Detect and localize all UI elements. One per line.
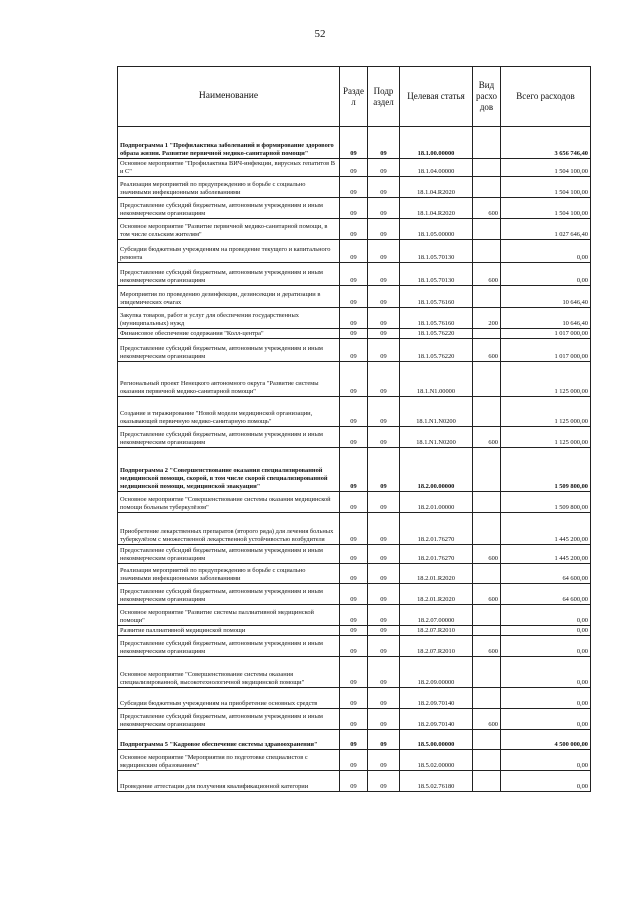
row-section-cell: 09 xyxy=(340,730,368,750)
row-target-cell: 18.5.02.00000 xyxy=(400,750,473,771)
row-amount-cell: 0,00 xyxy=(501,750,591,771)
header-name: Наименование xyxy=(118,67,340,127)
row-section-cell: 09 xyxy=(340,198,368,219)
row-amount-cell: 64 600,00 xyxy=(501,584,591,605)
row-target-cell: 18.1.05.70130 xyxy=(400,263,473,286)
table-row xyxy=(118,626,591,636)
table-row xyxy=(118,492,591,513)
row-amount-cell: 1 125 000,00 xyxy=(501,427,591,448)
row-type-cell xyxy=(473,492,501,513)
row-subsection-cell: 09 xyxy=(368,219,400,240)
row-amount-cell: 10 646,40 xyxy=(501,286,591,308)
row-name-cell: Приобретение лекарственных препаратов (второго ряда) для лечения больных туберкулёзом с множественной лекарственной устойчивостью возбудителя xyxy=(118,513,340,545)
row-name-cell: Реализация мероприятий по предупреждению и борьбе с социально значимыми инфекционными заболеваниями xyxy=(118,564,340,584)
row-amount-cell: 1 445 200,00 xyxy=(501,545,591,564)
row-target-cell: 18.2.01.76270 xyxy=(400,545,473,564)
row-subsection-cell: 09 xyxy=(368,362,400,397)
row-type-cell xyxy=(473,688,501,709)
row-type-cell xyxy=(473,657,501,688)
row-subsection-cell: 09 xyxy=(368,626,400,636)
row-name-cell: Основное мероприятие "Совершенствование системы оказания медицинской помощи больным туберкулёзом" xyxy=(118,492,340,513)
table-row xyxy=(118,709,591,730)
row-type-cell xyxy=(473,127,501,159)
row-type-cell xyxy=(473,240,501,263)
row-section-cell: 09 xyxy=(340,308,368,329)
row-type-cell xyxy=(473,159,501,177)
row-target-cell: 18.2.01.R2020 xyxy=(400,584,473,605)
row-section-cell: 09 xyxy=(340,564,368,584)
row-amount-cell: 1 504 100,00 xyxy=(501,177,591,198)
row-section-cell: 09 xyxy=(340,362,368,397)
row-type-cell xyxy=(473,362,501,397)
row-subsection-cell: 09 xyxy=(368,657,400,688)
row-target-cell: 18.2.01.76270 xyxy=(400,513,473,545)
header-total: Всего расходов xyxy=(501,67,591,127)
row-name-cell: Создание и тиражирование "Новой модели медицинской организации, оказывающей первичную медико-санитарную помощь" xyxy=(118,397,340,427)
row-type-cell: 600 xyxy=(473,263,501,286)
row-type-cell xyxy=(473,177,501,198)
row-amount-cell: 1 125 000,00 xyxy=(501,397,591,427)
row-target-cell: 18.1.N1.00000 xyxy=(400,362,473,397)
row-amount-cell: 0,00 xyxy=(501,626,591,636)
row-name-cell: Предоставление субсидий бюджетным, автономным учреждениям и иным некоммерческим организациям xyxy=(118,427,340,448)
row-target-cell: 18.5.00.00000 xyxy=(400,730,473,750)
row-name-cell: Предоставление субсидий бюджетным, автономным учреждениям и иным некоммерческим организациям xyxy=(118,545,340,564)
table-row xyxy=(118,198,591,219)
row-section-cell: 09 xyxy=(340,513,368,545)
row-amount-cell: 1 017 000,00 xyxy=(501,329,591,339)
row-section-cell: 09 xyxy=(340,219,368,240)
row-name-cell: Реализация мероприятий по предупреждению и борьбе с социально значимыми инфекционными заболеваниями xyxy=(118,177,340,198)
row-type-cell: 600 xyxy=(473,427,501,448)
row-target-cell: 18.2.01.00000 xyxy=(400,492,473,513)
table-row xyxy=(118,127,591,159)
row-type-cell xyxy=(473,750,501,771)
row-amount-cell: 0,00 xyxy=(501,240,591,263)
table-row xyxy=(118,308,591,329)
row-subsection-cell: 09 xyxy=(368,730,400,750)
row-type-cell: 200 xyxy=(473,308,501,329)
row-target-cell: 18.1.N1.N0200 xyxy=(400,397,473,427)
row-section-cell: 09 xyxy=(340,750,368,771)
row-subsection-cell: 09 xyxy=(368,771,400,792)
row-type-cell xyxy=(473,626,501,636)
table-row xyxy=(118,513,591,545)
row-type-cell xyxy=(473,605,501,626)
row-section-cell: 09 xyxy=(340,397,368,427)
row-name-cell: Предоставление субсидий бюджетным, автономным учреждениям и иным некоммерческим организациям xyxy=(118,198,340,219)
row-section-cell: 09 xyxy=(340,448,368,492)
table-header-row xyxy=(118,67,591,127)
row-amount-cell: 1 027 646,40 xyxy=(501,219,591,240)
row-subsection-cell: 09 xyxy=(368,750,400,771)
row-amount-cell: 10 646,40 xyxy=(501,308,591,329)
row-name-cell: Проведение аттестации для получения квалификационной категории xyxy=(118,771,340,792)
row-target-cell: 18.1.05.70130 xyxy=(400,240,473,263)
row-name-cell: Региональный проект Ненецкого автономного округа "Развитие системы оказания первичной медико-санитарной помощи" xyxy=(118,362,340,397)
row-section-cell: 09 xyxy=(340,177,368,198)
row-amount-cell: 0,00 xyxy=(501,688,591,709)
table-row xyxy=(118,545,591,564)
budget-table xyxy=(117,66,591,792)
row-amount-cell: 1 509 800,00 xyxy=(501,448,591,492)
row-subsection-cell: 09 xyxy=(368,240,400,263)
row-subsection-cell: 09 xyxy=(368,127,400,159)
row-type-cell xyxy=(473,329,501,339)
row-section-cell: 09 xyxy=(340,545,368,564)
page-number: 52 xyxy=(314,28,326,40)
row-type-cell: 600 xyxy=(473,339,501,362)
row-amount-cell: 1 504 100,00 xyxy=(501,198,591,219)
row-type-cell: 600 xyxy=(473,198,501,219)
row-subsection-cell: 09 xyxy=(368,688,400,709)
table-row xyxy=(118,584,591,605)
row-subsection-cell: 09 xyxy=(368,198,400,219)
header-subsection: Подр аздел xyxy=(368,67,400,127)
row-section-cell: 09 xyxy=(340,626,368,636)
table-row xyxy=(118,688,591,709)
table-row xyxy=(118,771,591,792)
row-subsection-cell: 09 xyxy=(368,397,400,427)
row-type-cell xyxy=(473,564,501,584)
table-row xyxy=(118,427,591,448)
table-row xyxy=(118,730,591,750)
table-row xyxy=(118,657,591,688)
row-target-cell: 18.1.04.00000 xyxy=(400,159,473,177)
table-row xyxy=(118,564,591,584)
row-subsection-cell: 09 xyxy=(368,448,400,492)
header-section: Разде л xyxy=(340,67,368,127)
row-target-cell: 18.2.07.R2010 xyxy=(400,636,473,657)
row-amount-cell: 1 509 800,00 xyxy=(501,492,591,513)
row-target-cell: 18.2.07.R2010 xyxy=(400,626,473,636)
row-name-cell: Основное мероприятие "Мероприятия по подготовке специалистов с медицинским образованием" xyxy=(118,750,340,771)
row-subsection-cell: 09 xyxy=(368,492,400,513)
header-type: Вид расхо дов xyxy=(473,67,501,127)
row-target-cell: 18.2.09.70140 xyxy=(400,709,473,730)
table-row xyxy=(118,750,591,771)
row-name-cell: Основное мероприятие "Совершенствование системы оказания специализированной, высокотехнологичной медицинской помощи" xyxy=(118,657,340,688)
row-type-cell: 600 xyxy=(473,545,501,564)
row-target-cell: 18.1.05.76160 xyxy=(400,308,473,329)
row-section-cell: 09 xyxy=(340,427,368,448)
row-name-cell: Закупка товаров, работ и услуг для обеспечения государственных (муниципальных) нужд xyxy=(118,308,340,329)
row-name-cell: Субсидии бюджетным учреждениям на приобретение основных средств xyxy=(118,688,340,709)
row-target-cell: 18.2.07.00000 xyxy=(400,605,473,626)
row-name-cell: Основное мероприятие "Профилактика ВИЧ-инфекции, вирусных гепатитов В и С" xyxy=(118,159,340,177)
row-target-cell: 18.1.05.76220 xyxy=(400,339,473,362)
row-amount-cell: 0,00 xyxy=(501,771,591,792)
row-target-cell: 18.1.04.R2020 xyxy=(400,177,473,198)
row-subsection-cell: 09 xyxy=(368,584,400,605)
row-target-cell: 18.1.04.R2020 xyxy=(400,198,473,219)
row-amount-cell: 0,00 xyxy=(501,657,591,688)
row-target-cell: 18.2.00.00000 xyxy=(400,448,473,492)
row-type-cell xyxy=(473,513,501,545)
row-section-cell: 09 xyxy=(340,329,368,339)
row-subsection-cell: 09 xyxy=(368,339,400,362)
table-row xyxy=(118,339,591,362)
row-amount-cell: 3 656 746,40 xyxy=(501,127,591,159)
table-row xyxy=(118,636,591,657)
table-row xyxy=(118,329,591,339)
row-amount-cell: 0,00 xyxy=(501,263,591,286)
row-target-cell: 18.5.02.76180 xyxy=(400,771,473,792)
row-type-cell xyxy=(473,219,501,240)
row-type-cell xyxy=(473,771,501,792)
row-target-cell: 18.2.09.00000 xyxy=(400,657,473,688)
row-subsection-cell: 09 xyxy=(368,286,400,308)
row-amount-cell: 1 017 000,00 xyxy=(501,339,591,362)
row-subsection-cell: 09 xyxy=(368,636,400,657)
row-name-cell: Субсидии бюджетным учреждениям на проведение текущего и капитального ремонта xyxy=(118,240,340,263)
row-name-cell: Предоставление субсидий бюджетным, автономным учреждениям и иным некоммерческим организациям xyxy=(118,584,340,605)
row-amount-cell: 0,00 xyxy=(501,605,591,626)
table-row xyxy=(118,605,591,626)
row-type-cell: 600 xyxy=(473,584,501,605)
row-section-cell: 09 xyxy=(340,709,368,730)
row-section-cell: 09 xyxy=(340,159,368,177)
row-name-cell: Развитие паллиативной медицинской помощи xyxy=(118,626,340,636)
row-target-cell: 18.1.05.76220 xyxy=(400,329,473,339)
row-type-cell xyxy=(473,397,501,427)
row-section-cell: 09 xyxy=(340,657,368,688)
row-name-cell: Предоставление субсидий бюджетным, автономным учреждениям и иным некоммерческим организациям xyxy=(118,636,340,657)
row-subsection-cell: 09 xyxy=(368,308,400,329)
row-name-cell: Финансовое обеспечение содержания "Колл-центра" xyxy=(118,329,340,339)
table-row xyxy=(118,362,591,397)
row-target-cell: 18.1.00.00000 xyxy=(400,127,473,159)
row-amount-cell: 4 500 000,00 xyxy=(501,730,591,750)
table-row xyxy=(118,286,591,308)
row-name-cell: Основное мероприятие "Развитие первичной медико-санитарной помощи, в том числе сельским жителям" xyxy=(118,219,340,240)
header-target: Целевая статья xyxy=(400,67,473,127)
row-section-cell: 09 xyxy=(340,240,368,263)
row-name-cell: Подпрограмма 2 "Совершенствование оказания специализированной медицинской помощи, скорой, в том числе скорой специализированной медицинской помощи, медицинской эвакуации" xyxy=(118,448,340,492)
row-subsection-cell: 09 xyxy=(368,159,400,177)
row-section-cell: 09 xyxy=(340,339,368,362)
row-target-cell: 18.1.05.00000 xyxy=(400,219,473,240)
row-subsection-cell: 09 xyxy=(368,605,400,626)
row-type-cell xyxy=(473,448,501,492)
row-target-cell: 18.2.09.70140 xyxy=(400,688,473,709)
row-target-cell: 18.1.05.76160 xyxy=(400,286,473,308)
row-section-cell: 09 xyxy=(340,688,368,709)
row-type-cell: 600 xyxy=(473,709,501,730)
row-name-cell: Предоставление субсидий бюджетным, автономным учреждениям и иным некоммерческим организациям xyxy=(118,339,340,362)
row-name-cell: Мероприятия по проведению дезинфекции, дезинсекции и дератизации в эпидемических очагах xyxy=(118,286,340,308)
table-row xyxy=(118,240,591,263)
row-subsection-cell: 09 xyxy=(368,564,400,584)
row-section-cell: 09 xyxy=(340,771,368,792)
row-amount-cell: 1 445 200,00 xyxy=(501,513,591,545)
row-type-cell xyxy=(473,286,501,308)
row-name-cell: Подпрограмма 5 "Кадровое обеспечение системы здравоохранения" xyxy=(118,730,340,750)
row-amount-cell: 1 125 000,00 xyxy=(501,362,591,397)
row-subsection-cell: 09 xyxy=(368,263,400,286)
row-subsection-cell: 09 xyxy=(368,545,400,564)
row-subsection-cell: 09 xyxy=(368,709,400,730)
row-type-cell: 600 xyxy=(473,636,501,657)
table-row xyxy=(118,448,591,492)
table-row xyxy=(118,263,591,286)
row-section-cell: 09 xyxy=(340,636,368,657)
row-subsection-cell: 09 xyxy=(368,329,400,339)
row-type-cell xyxy=(473,730,501,750)
row-target-cell: 18.2.01.R2020 xyxy=(400,564,473,584)
row-amount-cell: 0,00 xyxy=(501,709,591,730)
row-section-cell: 09 xyxy=(340,127,368,159)
row-target-cell: 18.1.N1.N0200 xyxy=(400,427,473,448)
row-amount-cell: 64 600,00 xyxy=(501,564,591,584)
row-section-cell: 09 xyxy=(340,286,368,308)
table-row xyxy=(118,219,591,240)
table-row xyxy=(118,159,591,177)
row-name-cell: Предоставление субсидий бюджетным, автономным учреждениям и иным некоммерческим организациям xyxy=(118,709,340,730)
table-row xyxy=(118,177,591,198)
row-section-cell: 09 xyxy=(340,584,368,605)
table-row xyxy=(118,397,591,427)
row-amount-cell: 0,00 xyxy=(501,636,591,657)
row-amount-cell: 1 504 100,00 xyxy=(501,159,591,177)
row-subsection-cell: 09 xyxy=(368,427,400,448)
row-section-cell: 09 xyxy=(340,263,368,286)
row-name-cell: Подпрограмма 1 "Профилактика заболеваний и формирование здорового образа жизни. Развитие первичной медико-санитарной помощи" xyxy=(118,127,340,159)
row-subsection-cell: 09 xyxy=(368,177,400,198)
row-name-cell: Основное мероприятие "Развитие системы паллиативной медицинской помощи" xyxy=(118,605,340,626)
row-subsection-cell: 09 xyxy=(368,513,400,545)
row-section-cell: 09 xyxy=(340,605,368,626)
row-name-cell: Предоставление субсидий бюджетным, автономным учреждениям и иным некоммерческим организациям xyxy=(118,263,340,286)
row-section-cell: 09 xyxy=(340,492,368,513)
table-body xyxy=(118,127,591,792)
